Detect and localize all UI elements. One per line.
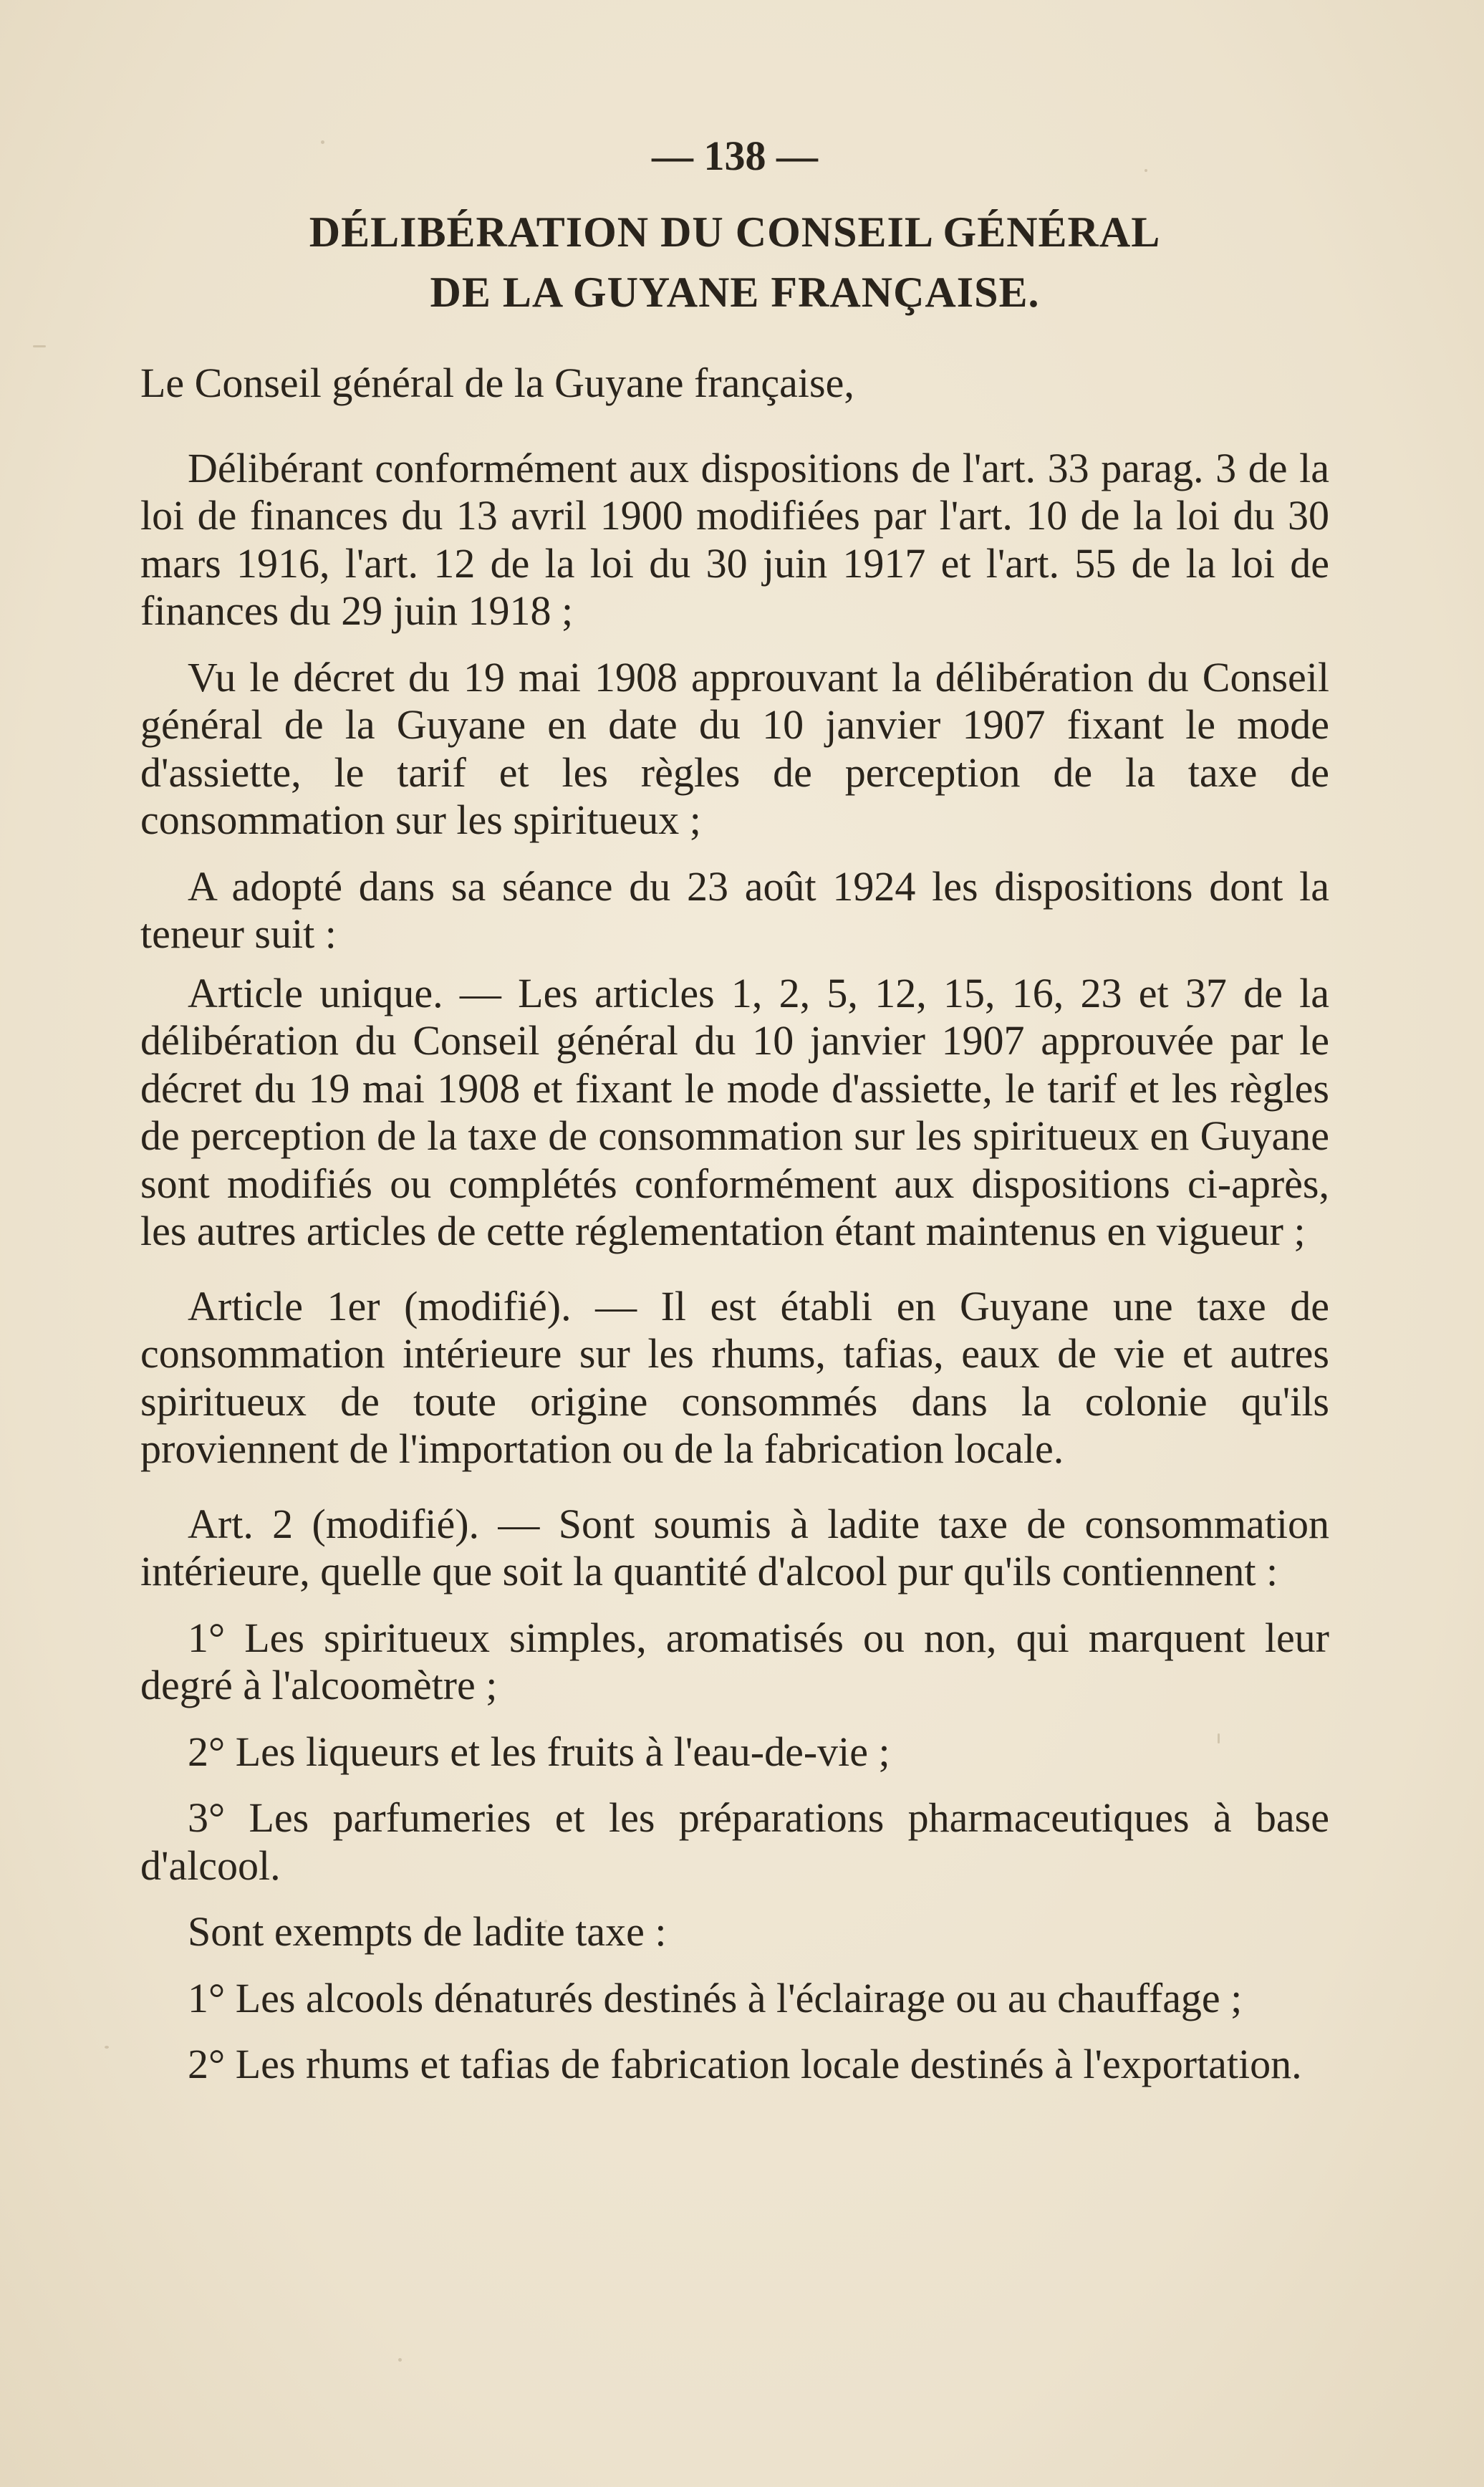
document-body xyxy=(140,120,1329,2089)
paragraph-article-2: Art. 2 (modifié). — Sont soumis à ladite taxe de consommation intérieure, quelle que soit la quantité d'alcool pur qu'ils contiennent : xyxy=(140,1500,1329,1594)
list-item-taxed-2: 2° Les liqueurs et les fruits à l'eau-de-vie ; xyxy=(188,1728,890,1775)
page-number: — 138 — xyxy=(652,133,818,179)
paragraph-article-1: Article 1er (modifié). — Il est établi en Guyane une taxe de consommation intérieure sur les rhums, tafias, eaux de vie et autres spiritueux de toute origine consommés dans la colonie qu'ils proviennent de l'importation ou de la fabrication locale. xyxy=(140,1282,1329,1472)
list-item-taxed-1: 1° Les spiritueux simples, aromatisés ou non, qui marquent leur degré à l'alcoomètre ; xyxy=(140,1614,1329,1708)
paragraph-vu-le-decret: Vu le décret du 19 mai 1908 approuvant la délibération du Conseil général de la Guyane en date du 10 janvier 1907 fixant le mode d'assiette, le tarif et les règles de perception de la taxe de consommation sur les spiritueux ; xyxy=(140,653,1329,843)
paragraph-a-adopte: A adopté dans sa séance du 23 août 1924 les dispositions dont la teneur suit : xyxy=(140,862,1329,957)
heading-line-1: DÉLIBÉRATION DU CONSEIL GÉNÉRAL xyxy=(309,208,1161,256)
list-item-taxed-3: 3° Les parfumeries et les préparations pharmaceutiques à base d'alcool. xyxy=(140,1794,1329,1889)
paragraph-council: Le Conseil général de la Guyane française, xyxy=(140,360,854,406)
list-item-exempt-1: 1° Les alcools dénaturés destinés à l'éclairage ou au chauffage ; xyxy=(188,1974,1243,2021)
list-item-exempt-2: 2° Les rhums et tafias de fabrication locale destinés à l'exportation. xyxy=(188,2041,1302,2087)
heading-line-2: DE LA GUYANE FRANÇAISE. xyxy=(430,269,1040,316)
paper-speck xyxy=(398,2358,402,2362)
paragraph-exemptions: Sont exempts de ladite taxe : xyxy=(188,1908,667,1955)
paper-speck xyxy=(105,2046,109,2049)
paragraph-deliberant: Délibérant conformément aux dispositions de l'art. 33 parag. 3 de la loi de finances du 13 avril 1900 modifiées par l'art. 10 de la loi du 30 mars 1916, l'art. 12 de la loi du 30 juin 1917 et l'art. 55 de la loi de finances du 29 juin 1918 ; xyxy=(140,444,1329,634)
paragraph-article-unique: Article unique. — Les articles 1, 2, 5, 12, 15, 16, 23 et 37 de la délibération du Conseil général du 10 janvier 1907 approuvée par le décret du 19 mai 1908 et fixant le mode d'assiette, le tarif et les règles de perception de la taxe de consommation sur les spiritueux en Guyane sont modifiés ou complétés conformément aux dispositions ci-après, les autres articles de cette réglementation étant maintenus en vigueur ; xyxy=(140,969,1329,1254)
paper-speck xyxy=(33,345,46,347)
